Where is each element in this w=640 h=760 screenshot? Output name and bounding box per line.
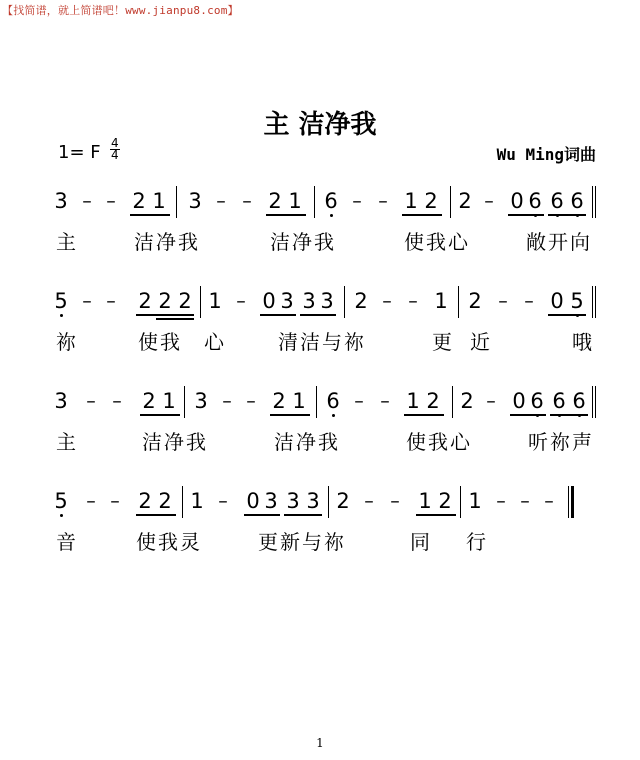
note: 1: [288, 189, 302, 213]
lyric: 使我: [138, 330, 182, 354]
note: 0: [510, 189, 524, 213]
note: 3: [280, 289, 294, 313]
note-dash: –: [86, 390, 96, 412]
note: 0: [550, 289, 564, 313]
note: 2: [178, 289, 192, 313]
lyric: 祢: [56, 330, 78, 354]
note: 2: [142, 389, 156, 413]
note: 2: [354, 289, 368, 313]
note: 2: [426, 389, 440, 413]
note-dash: –: [242, 190, 252, 212]
note: 5: [52, 290, 70, 312]
note: 2: [272, 389, 286, 413]
lyric: 哦: [572, 330, 594, 354]
note-dash: –: [484, 190, 494, 212]
music-system-4: [52, 484, 598, 554]
bar-line: [458, 286, 459, 318]
note-dash: –: [380, 390, 390, 412]
bar-line: [344, 286, 345, 318]
note-dash: –: [496, 490, 506, 512]
note: 6: [548, 190, 566, 212]
bar-line: [450, 186, 451, 218]
note: 2: [132, 189, 146, 213]
bar-line: [452, 386, 453, 418]
lyrics-line: [52, 220, 598, 254]
note: 1: [434, 289, 448, 313]
note-dash: –: [354, 390, 364, 412]
lyric: 使我心: [404, 230, 470, 254]
note-dash: –: [524, 290, 534, 312]
lyric: 心: [204, 330, 226, 354]
note: 5: [52, 490, 70, 512]
lyric: 清洁与祢: [278, 330, 366, 354]
octave-dot: [60, 514, 63, 517]
note: 1: [404, 189, 418, 213]
lyric: 使我心: [406, 430, 472, 454]
note: 2: [158, 289, 172, 313]
bar-line: [316, 386, 317, 418]
beam-underline: [260, 314, 296, 316]
note-dash: –: [106, 290, 116, 312]
lyric: 近: [470, 330, 492, 354]
time-signature-top: 4: [111, 136, 119, 150]
note: 2: [468, 289, 482, 313]
note-dash: –: [82, 290, 92, 312]
note: 2: [460, 389, 474, 413]
beam-underline: [136, 514, 176, 516]
bar-line: [176, 186, 177, 218]
bar-line: [460, 486, 461, 518]
note: 2: [458, 189, 472, 213]
lyrics-line: [52, 420, 598, 454]
beam-underline: [510, 414, 546, 416]
note-dash: –: [364, 490, 374, 512]
note: 0: [512, 389, 526, 413]
beam-underline: [140, 414, 180, 416]
note: 3: [320, 289, 334, 313]
beam-underline: [550, 414, 588, 416]
lyric: 更新与祢: [258, 530, 346, 554]
lyric: 洁净我: [134, 230, 200, 254]
lyric: 更: [432, 330, 454, 354]
note: 6: [526, 190, 544, 212]
note-dash: –: [408, 290, 418, 312]
music-system-3: [52, 384, 598, 454]
note-dash: –: [222, 390, 232, 412]
notes-line: [52, 384, 598, 418]
note: 2: [336, 489, 350, 513]
lyric: 敞开向: [526, 230, 592, 254]
note-dash: –: [378, 190, 388, 212]
beam-underline: [548, 314, 586, 316]
beam-underline: [244, 514, 280, 516]
note-dash: –: [236, 290, 246, 312]
note-dash: –: [382, 290, 392, 312]
note: 2: [138, 489, 152, 513]
note: 6: [322, 190, 340, 212]
bar-line: [184, 386, 185, 418]
note: 3: [302, 289, 316, 313]
note-dash: –: [218, 490, 228, 512]
beam-underline: [284, 514, 322, 516]
final-bar-line: [568, 486, 569, 518]
note-dash: –: [486, 390, 496, 412]
beam-underline: [416, 514, 456, 516]
note: 2: [138, 289, 152, 313]
note: 0: [262, 289, 276, 313]
beam-underline: [548, 214, 586, 216]
time-signature-bottom: 4: [111, 148, 119, 162]
note: 6: [528, 390, 546, 412]
note: 6: [570, 390, 588, 412]
beam-underline: [402, 214, 442, 216]
beam-underline: [508, 214, 544, 216]
note: 1: [292, 389, 306, 413]
note: 2: [268, 189, 282, 213]
bar-line: [314, 186, 315, 218]
lyrics-line: [52, 320, 598, 354]
note-dash: –: [82, 190, 92, 212]
note-dash: –: [390, 490, 400, 512]
lyric: 洁净我: [274, 430, 340, 454]
bar-line: [200, 286, 201, 318]
note: 2: [424, 189, 438, 213]
note-dash: –: [520, 490, 530, 512]
key-signature: 1= F: [58, 142, 101, 163]
page-number: 1: [316, 736, 324, 750]
notes-line: [52, 484, 598, 518]
beam-underline: [404, 414, 444, 416]
note: 1: [162, 389, 176, 413]
note: 1: [406, 389, 420, 413]
notes-line: [52, 284, 598, 318]
note: 1: [418, 489, 432, 513]
octave-dot: [330, 214, 333, 217]
beam-underline: [136, 314, 194, 316]
lyric: 行: [466, 530, 488, 554]
note: 2: [438, 489, 452, 513]
double-bar-line: [592, 386, 593, 418]
music-system-2: [52, 284, 598, 354]
lyric: 音: [56, 530, 78, 554]
octave-dot: [332, 414, 335, 417]
note-dash: –: [216, 190, 226, 212]
note: 3: [264, 489, 278, 513]
note: 1: [152, 189, 166, 213]
note: 1: [190, 489, 204, 513]
lyrics-line: [52, 520, 598, 554]
note: 6: [324, 390, 342, 412]
note-dash: –: [498, 290, 508, 312]
note: 5: [568, 290, 586, 312]
lyric: 主: [56, 230, 78, 254]
note: 3: [54, 189, 68, 213]
beam-underline: [300, 314, 336, 316]
lyric: 洁净我: [142, 430, 208, 454]
time-signature: [110, 138, 120, 161]
song-title: 主 洁净我: [263, 110, 377, 140]
note-dash: –: [106, 190, 116, 212]
note-dash: –: [112, 390, 122, 412]
note: 3: [194, 389, 208, 413]
double-bar-line: [592, 286, 593, 318]
double-bar-line: [592, 186, 593, 218]
octave-dot: [60, 314, 63, 317]
watermark-text: 【找简谱，就上简谱吧！www.jianpu8.com】: [2, 4, 239, 17]
note: 3: [54, 389, 68, 413]
beam-underline: [266, 214, 306, 216]
note-dash: –: [110, 490, 120, 512]
notes-line: [52, 184, 598, 218]
note-dash: –: [246, 390, 256, 412]
note-dash: –: [352, 190, 362, 212]
credit-text: Wu Ming词曲: [496, 145, 596, 164]
note: 2: [158, 489, 172, 513]
note: 1: [468, 489, 482, 513]
note: 6: [550, 390, 568, 412]
lyric: 洁净我: [270, 230, 336, 254]
note: 3: [286, 489, 300, 513]
lyric: 使我灵: [136, 530, 202, 554]
bar-line: [182, 486, 183, 518]
note: 3: [306, 489, 320, 513]
music-system-1: [52, 184, 598, 254]
note-dash: –: [86, 490, 96, 512]
beam-underline: [130, 214, 170, 216]
lyric: 听祢声: [528, 430, 594, 454]
beam-underline: [270, 414, 310, 416]
note: 3: [188, 189, 202, 213]
bar-line: [328, 486, 329, 518]
note: 1: [208, 289, 222, 313]
lyric: 主: [56, 430, 78, 454]
note: 6: [568, 190, 586, 212]
lyric: 同: [410, 530, 432, 554]
note-dash: –: [544, 490, 554, 512]
note: 0: [246, 489, 260, 513]
